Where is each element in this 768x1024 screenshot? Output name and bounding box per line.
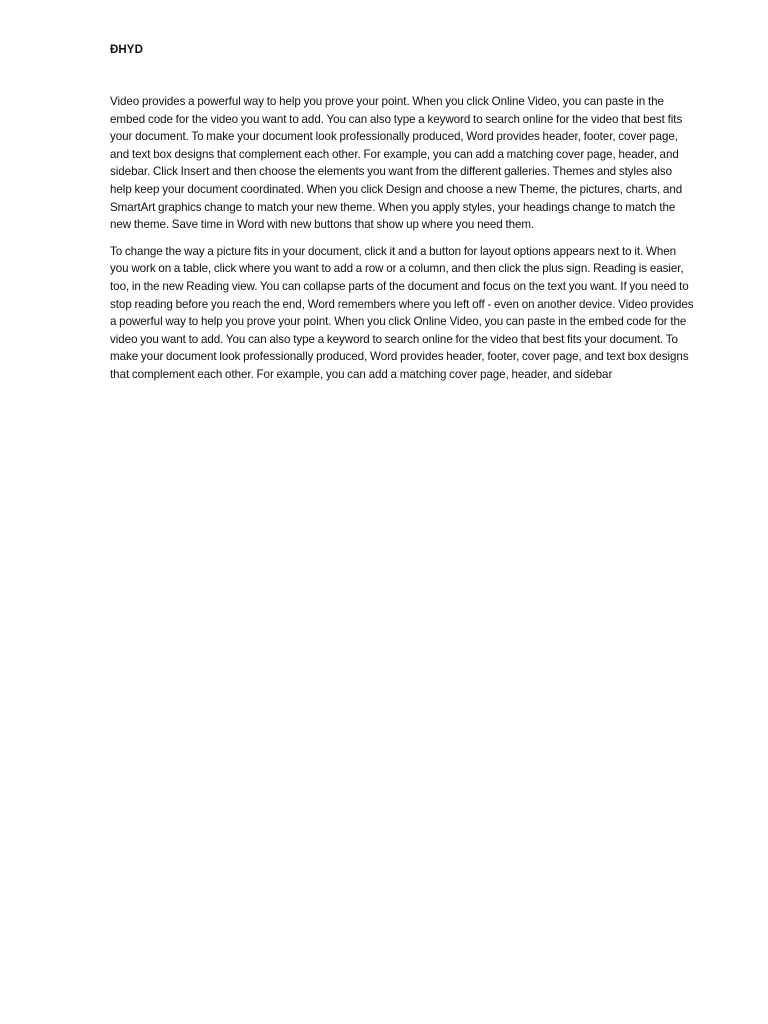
body-paragraph-1: Video provides a powerful way to help you prove your point. When you click Online Video, you can paste in the embed code for the video you want to add. You can also type a keyword to search online for the video that best fits your document. To make your document look professionally produced, Word provides header, footer, cover page, and text box designs that complement each other. For example, you can add a matching cover page, header, and sidebar. Click Insert and then choose the elements you want from the different galleries. Themes and styles also help keep your document coordinated. When you click Design and choose a new Theme, the pictures, charts, and SmartArt graphics change to match your new theme. When you apply styles, your headings change to match the new theme. Save time in Word with new buttons that show up where you need them. — [110, 95, 683, 232]
document-header: ĐHYD — [110, 44, 143, 56]
body-paragraph-2: To change the way a picture fits in your document, click it and a button for layout options appears next to it. When you work on a table, click where you want to add a row or a column, and then click the plus sign. Reading is easier, too, in the new Reading view. You can collapse parts of the document and focus on the text you want. If you need to stop reading before you reach the end, Word remembers where you left off - even on another device. Video provides a powerful way to help you prove your point. When you click Online Video, you can paste in the embed code for the video you want to add. You can also type a keyword to search online for the video that best fits your document. To make your document look professionally produced, Word provides header, footer, cover page, and text box designs that complement each other. For example, you can add a matching cover page, header, and sidebar — [110, 244, 694, 381]
document-body — [110, 93, 694, 393]
